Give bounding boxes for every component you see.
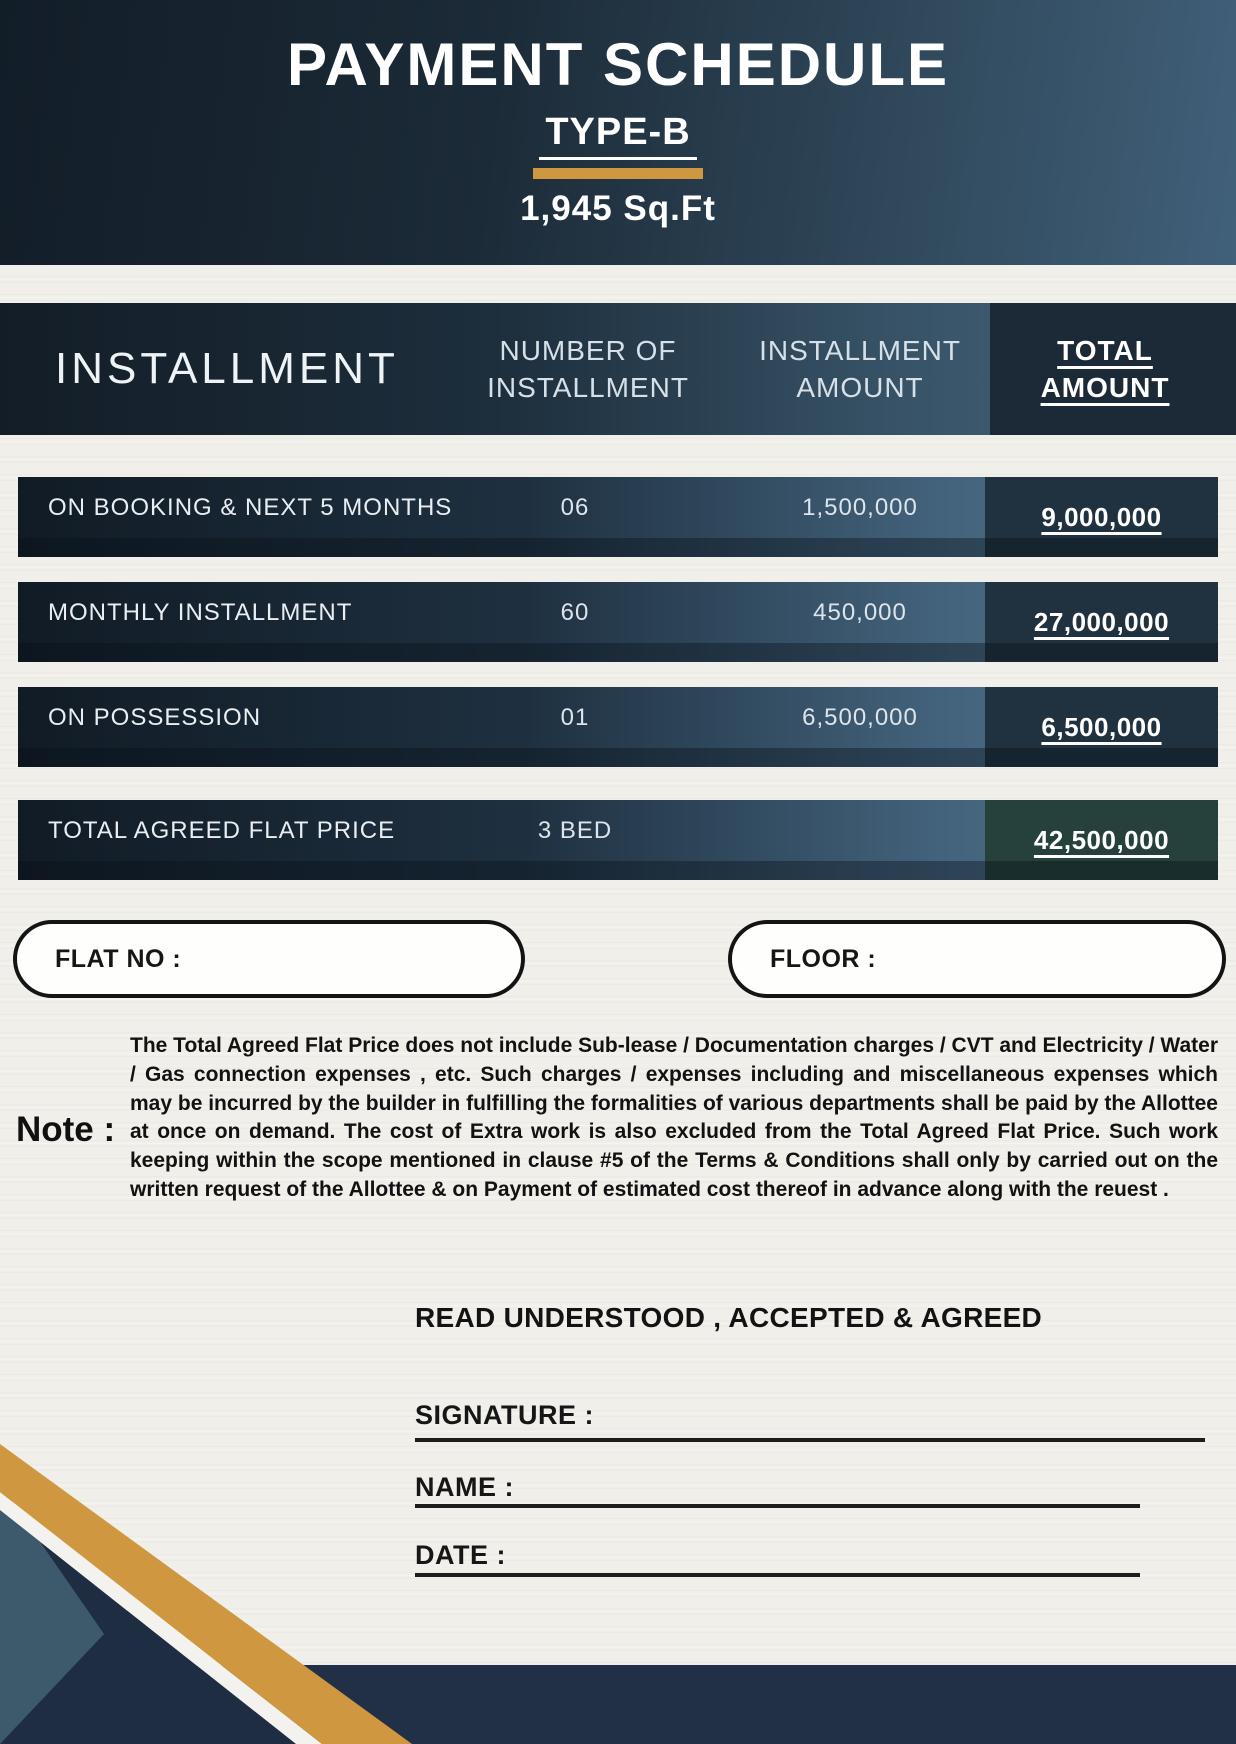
- name-label: NAME :: [415, 1472, 514, 1502]
- table-row: [18, 800, 1218, 880]
- column-header-number: NUMBER OF INSTALLMENT: [487, 335, 689, 403]
- row-amount-value: 6,500,000: [802, 703, 918, 731]
- signature-label: SIGNATURE :: [415, 1400, 594, 1430]
- column-header-total: TOTAL AMOUNT: [1040, 335, 1170, 403]
- row-total-value: 9,000,000: [1041, 501, 1162, 532]
- hero-banner: [0, 0, 1236, 265]
- row-installment-label: TOTAL AGREED FLAT PRICE: [48, 816, 396, 844]
- table-header: [0, 303, 1236, 435]
- table-row: [18, 687, 1218, 767]
- corner-decoration: [0, 1444, 1236, 1744]
- row-total-value: 6,500,000: [1041, 711, 1162, 742]
- row-number-value: 60: [560, 598, 590, 626]
- table-row: [18, 477, 1218, 557]
- area-size: 1,945 Sq.Ft: [520, 189, 716, 228]
- row-amount-value: 450,000: [813, 598, 907, 626]
- row-total-cell: [985, 477, 1218, 557]
- row-number-value: 01: [560, 703, 590, 731]
- row-total-value: 42,500,000: [1033, 824, 1170, 855]
- note-label: Note :: [16, 1110, 116, 1149]
- date-label: DATE :: [415, 1540, 506, 1570]
- flat-no-field[interactable]: [13, 920, 525, 998]
- note-text: The Total Agreed Flat Price does not include Sub-lease / Documentation charges / CVT and Electricity / Water / Gas connection expenses , etc. Such charges / expenses including and miscellaneous expenses which may be incurred by the builder in fulfilling the formalities of various departments shall be paid by the Allottee at once on demand. The cost of Extra work is also excluded from the Total Agreed Flat Price. Such work keeping within the scope mentioned in clause #5 of the Terms & Conditions shall only by carried out on the written request of the Allottee & on Payment of estimated cost thereof in advance along with the reuest .: [130, 1034, 1218, 1201]
- flat-no-label: FLAT NO :: [55, 944, 182, 973]
- page-title: PAYMENT SCHEDULE: [286, 31, 950, 98]
- table-row: [18, 582, 1218, 662]
- column-header-amount: INSTALLMENT AMOUNT: [759, 335, 961, 403]
- column-header-installment: INSTALLMENT: [55, 344, 399, 393]
- row-total-cell: [985, 582, 1218, 662]
- row-total-cell: [985, 800, 1218, 880]
- row-installment-label: MONTHLY INSTALLMENT: [48, 598, 353, 626]
- gold-divider: [533, 168, 703, 179]
- row-total-cell: [985, 687, 1218, 767]
- floor-label: FLOOR :: [770, 944, 877, 973]
- row-installment-label: ON BOOKING & NEXT 5 MONTHS: [48, 493, 453, 521]
- type-label: TYPE-B: [539, 111, 696, 160]
- row-number-value: 06: [560, 493, 590, 521]
- row-amount-value: 1,500,000: [802, 493, 918, 521]
- row-total-value: 27,000,000: [1033, 606, 1170, 637]
- floor-field[interactable]: [728, 920, 1226, 998]
- acknowledgement-heading: READ UNDERSTOOD , ACCEPTED & AGREED: [415, 1302, 1043, 1333]
- row-installment-label: ON POSSESSION: [48, 703, 262, 731]
- signature-line[interactable]: [415, 1438, 1205, 1442]
- row-number-value: 3 BED: [537, 816, 613, 844]
